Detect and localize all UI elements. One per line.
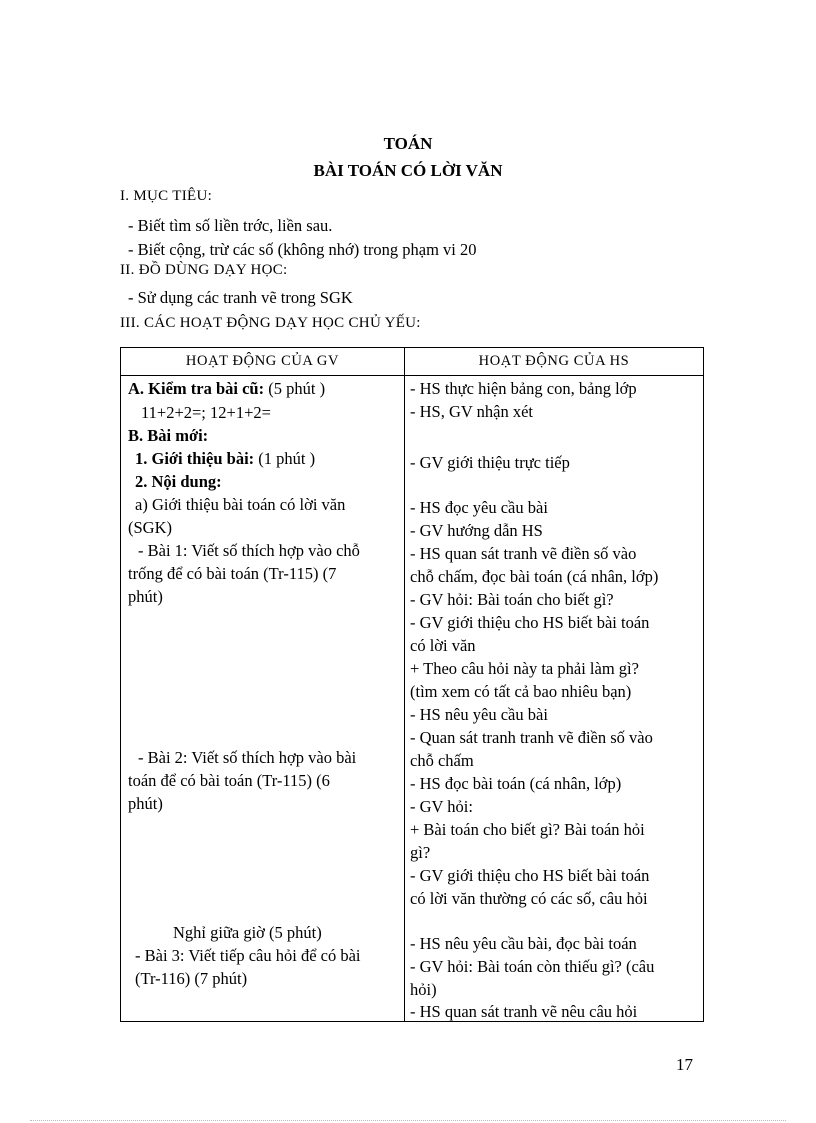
hs-line: hỏi)	[410, 980, 437, 999]
hs-line: có lời văn thường có các số, câu hỏi	[410, 889, 648, 908]
gv-break: Nghỉ giữa giờ (5 phút)	[173, 923, 322, 942]
gv-exercise3-line1: - Bài 3: Viết tiếp câu hỏi để có bài	[135, 946, 361, 965]
gv-exercise1-line1: - Bài 1: Viết số thích hợp vào chỗ	[138, 541, 360, 560]
gv-review-exercise: 11+2+2=; 12+1+2=	[141, 403, 271, 422]
hs-line: - Quan sát tranh tranh vẽ điền số vào	[410, 728, 653, 747]
hs-line: gì?	[410, 843, 431, 862]
gv-exercise2-line3: phút)	[128, 794, 163, 813]
hs-line: - GV giới thiệu cho HS biết bài toán	[410, 866, 650, 885]
hs-line: - GV hỏi: Bài toán cho biết gì?	[410, 590, 614, 609]
hs-line: - GV giới thiệu trực tiếp	[410, 453, 570, 472]
gv-intro-line: 1. Giới thiệu bài: (1 phút )	[135, 449, 316, 468]
section-objectives-heading: I. MỤC TIÊU:	[120, 188, 213, 204]
gv-review-line: A. Kiểm tra bài cũ: (5 phút )	[128, 379, 326, 398]
footer-divider	[30, 1120, 786, 1121]
hs-line: - GV hỏi:	[410, 797, 473, 816]
hs-line: - HS đọc bài toán (cá nhân, lớp)	[410, 774, 622, 793]
hs-line: - GV hướng dẫn HS	[410, 521, 543, 540]
objective-item-1: - Biết tìm số liền trớc, liền sau.	[128, 216, 333, 235]
gv-exercise1-line2: trống để có bài toán (Tr-115) (7	[128, 564, 337, 583]
materials-item-1: - Sử dụng các tranh vẽ trong SGK	[128, 288, 353, 307]
hs-line: có lời văn	[410, 636, 476, 655]
gv-exercise1-line3: phút)	[128, 587, 163, 606]
gv-content-heading: 2. Nội dung:	[135, 472, 222, 491]
lesson-title: BÀI TOÁN CÓ LỜI VĂN	[313, 161, 503, 180]
gv-exercise3-line2: (Tr-116) (7 phút)	[135, 969, 248, 988]
gv-exercise2-line2: toán để có bài toán (Tr-115) (6	[128, 771, 330, 790]
teacher-activities-cell	[121, 376, 405, 1022]
page-number: 17	[676, 1055, 693, 1074]
hs-line: (tìm xem có tất cả bao nhiêu bạn)	[410, 682, 632, 701]
student-activities-cell	[405, 376, 704, 1022]
hs-line: - HS quan sát tranh vẽ điền số vào	[410, 544, 637, 563]
objective-item-2: - Biết cộng, trừ các số (không nhớ) trong phạm vi 20	[128, 240, 477, 259]
gv-intro-word-problem-2: (SGK)	[128, 518, 172, 537]
hs-line: - HS quan sát tranh vẽ nêu câu hỏi	[410, 1002, 638, 1021]
activities-table	[120, 347, 704, 1022]
hs-line: - HS nêu yêu cầu bài, đọc bài toán	[410, 934, 637, 953]
subject-title: TOÁN	[383, 134, 433, 153]
gv-exercise2-line1: - Bài 2: Viết số thích hợp vào bài	[138, 748, 357, 767]
hs-line: - HS, GV nhận xét	[410, 402, 533, 421]
hs-line: chỗ chấm, đọc bài toán (cá nhân, lớp)	[410, 567, 659, 586]
hs-line: - GV hỏi: Bài toán còn thiếu gì? (câu	[410, 957, 655, 976]
hs-line: + Theo câu hỏi này ta phải làm gì?	[410, 659, 639, 678]
section-activities-heading: III. CÁC HOẠT ĐỘNG DẠY HỌC CHỦ YẾU:	[120, 315, 421, 331]
hs-line: - GV giới thiệu cho HS biết bài toán	[410, 613, 650, 632]
gv-new-lesson: B. Bài mới:	[128, 426, 209, 445]
section-materials-heading: II. ĐỒ DÙNG DẠY HỌC:	[120, 262, 288, 278]
hs-line: - HS đọc yêu cầu bài	[410, 498, 548, 517]
hs-line: - HS thực hiện bảng con, bảng lớp	[410, 379, 637, 398]
header-student-activities: HOẠT ĐỘNG CỦA HS	[405, 348, 704, 376]
header-teacher-activities: HOẠT ĐỘNG CỦA GV	[121, 348, 405, 376]
hs-line: - HS nêu yêu cầu bài	[410, 705, 548, 724]
hs-line: chỗ chấm	[410, 751, 474, 770]
hs-line: + Bài toán cho biết gì? Bài toán hỏi	[410, 820, 645, 839]
gv-intro-word-problem-1: a) Giới thiệu bài toán có lời văn	[135, 495, 346, 514]
